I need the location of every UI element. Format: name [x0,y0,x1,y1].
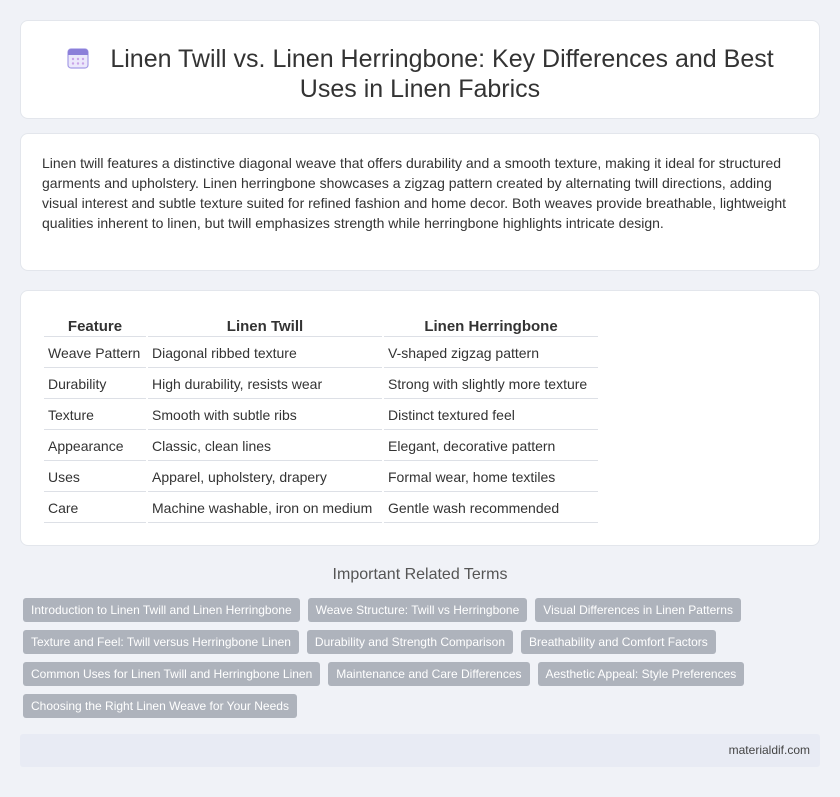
table-cell: Gentle wash recommended [384,494,598,523]
table-header: Linen Twill [148,317,382,337]
footer-site-link[interactable]: materialdif.com [728,743,810,757]
table-cell: Weave Pattern [44,339,146,368]
tag-row [23,630,823,662]
tag-row [23,662,823,694]
table-cell: Durability [44,370,146,399]
related-term-tag[interactable]: Visual Differences in Linen Patterns [535,598,741,622]
page-title-wrap [51,44,789,104]
calendar-icon [66,46,90,70]
table-cell: Texture [44,401,146,430]
related-terms-title: Important Related Terms [332,566,508,583]
related-term-tag[interactable]: Introduction to Linen Twill and Linen Herringbone [23,598,300,622]
table-cell: Formal wear, home textiles [384,463,598,492]
tag-row [23,598,823,630]
related-term-tag[interactable]: Aesthetic Appeal: Style Preferences [538,662,745,686]
related-terms-list [23,598,823,726]
related-term-tag[interactable]: Texture and Feel: Twill versus Herringbone Linen [23,630,299,654]
related-term-tag[interactable]: Choosing the Right Linen Weave for Your Needs [23,694,297,718]
table-cell: Distinct textured feel [384,401,598,430]
table-cell: High durability, resists wear [148,370,382,399]
table-row [44,463,598,492]
related-term-tag[interactable]: Durability and Strength Comparison [307,630,513,654]
table-row [44,401,598,430]
table-row [44,339,598,368]
intro-card [20,133,820,271]
tag-row [23,694,823,726]
table-header-row [44,317,598,337]
table-header: Feature [44,317,146,337]
table-cell: V-shaped zigzag pattern [384,339,598,368]
table-cell: Diagonal ribbed texture [148,339,382,368]
table-cell: Smooth with subtle ribs [148,401,382,430]
page-title: Linen Twill vs. Linen Herringbone: Key Differences and Best Uses in Linen Fabrics [110,45,774,103]
comparison-table-card [20,290,820,546]
comparison-table [42,315,600,525]
table-cell: Elegant, decorative pattern [384,432,598,461]
table-header: Linen Herringbone [384,317,598,337]
related-term-tag[interactable]: Maintenance and Care Differences [328,662,529,686]
table-cell: Strong with slightly more texture [384,370,598,399]
intro-paragraph: Linen twill features a distinctive diagonal weave that offers durability and a smooth texture, making it ideal for structured garments and upholstery. Linen herringbone showcases a zigzag pattern created by alternating twill directions, adding visual interest and subtle texture suited for refined fashion and home decor. Both weaves provide breathable, lightweight qualities inherent to linen, but twill emphasizes strength while herringbone highlights intricate design. [42,155,787,231]
table-cell: Classic, clean lines [148,432,382,461]
table-cell: Uses [44,463,146,492]
table-cell: Care [44,494,146,523]
table-row [44,432,598,461]
footer [20,734,820,767]
table-row [44,370,598,399]
title-card [20,20,820,119]
related-term-tag[interactable]: Common Uses for Linen Twill and Herringbone Linen [23,662,320,686]
table-cell: Appearance [44,432,146,461]
table-row [44,494,598,523]
table-cell: Machine washable, iron on medium [148,494,382,523]
related-term-tag[interactable]: Weave Structure: Twill vs Herringbone [308,598,528,622]
table-cell: Apparel, upholstery, drapery [148,463,382,492]
related-term-tag[interactable]: Breathability and Comfort Factors [521,630,716,654]
